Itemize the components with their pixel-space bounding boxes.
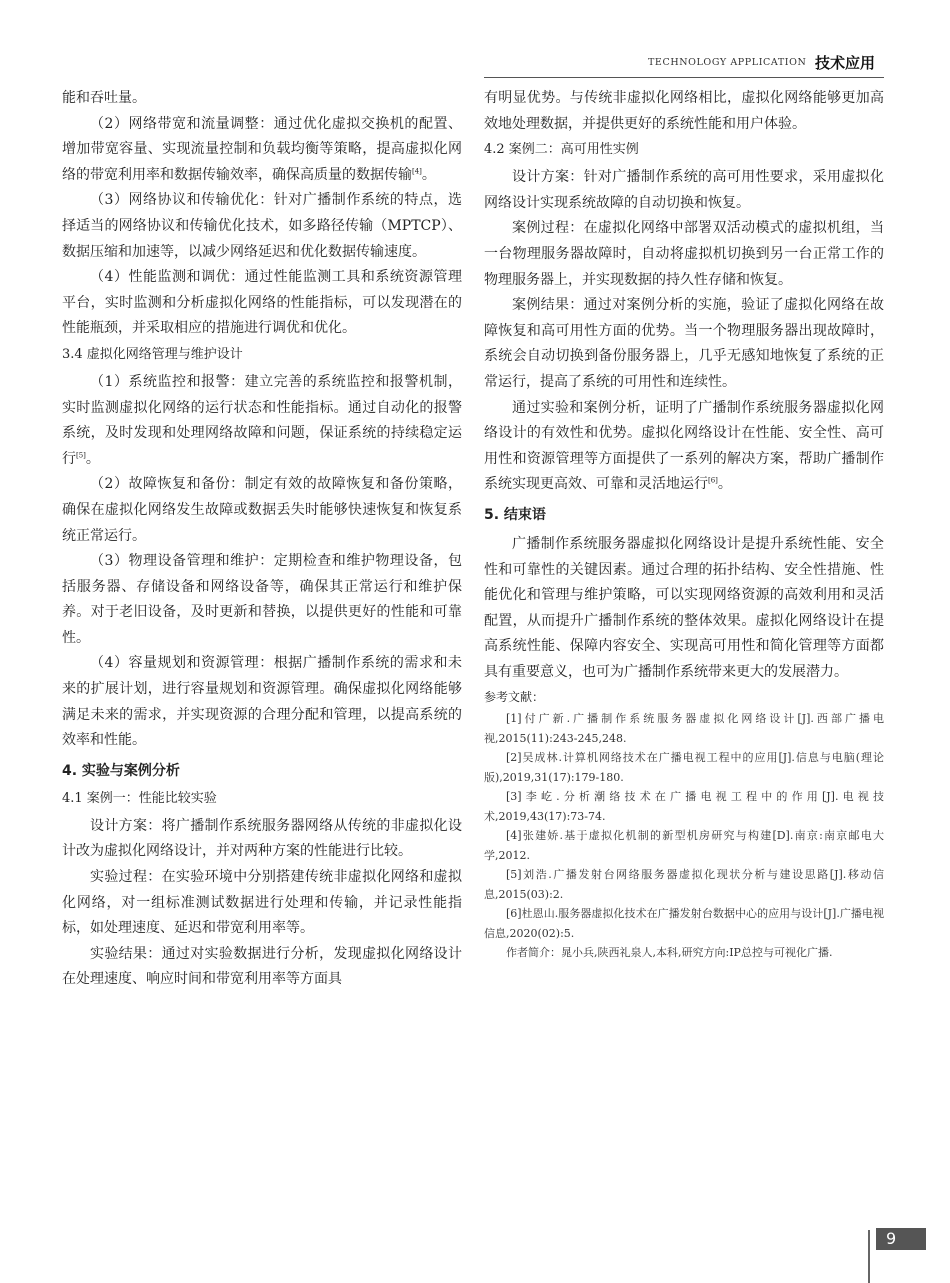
citation: [4] (412, 167, 422, 176)
paragraph-text: （2）网络带宽和流量调整：通过优化虚拟交换机的配置、增加带宽容量、实现流量控制和负载均衡等策略，提高虚拟化网络的带宽利用率和数据传输效率，确保高质量的数据传输 (62, 115, 462, 183)
page-number-rule (868, 1230, 870, 1283)
paragraph (62, 112, 462, 189)
paragraph: 设计方案：将广播制作系统服务器网络从传统的非虚拟化设计改为虚拟化网络设计，并对两种方案的性能进行比较。 (62, 817, 462, 860)
paragraph: 实验过程：在实验环境中分别搭建传统非虚拟化网络和虚拟化网络，对一组标准测试数据进行处理和传输，并记录性能指标，如处理速度、延迟和带宽利用率等。 (62, 869, 462, 937)
paragraph: （3）物理设备管理和维护：定期检查和维护物理设备，包括服务器、存储设备和网络设备等，确保其正常运行和维护保养。对于老旧设备，及时更新和替换，以提供更好的性能和可靠性。 (62, 553, 462, 646)
reference-item: [2]吴成林.计算机网络技术在广播电视工程中的应用[J].信息与电脑(理论版),2019,31(17):179-180. (484, 751, 884, 784)
paragraph: （4）性能监测和调优：通过性能监测工具和系统资源管理平台，实时监测和分析虚拟化网络的性能指标，可以发现潜在的性能瓶颈，并采取相应的措施进行调优和优化。 (62, 269, 462, 337)
section-heading: 5. 结束语 (484, 506, 546, 523)
paragraph: 案例过程：在虚拟化网络中部署双活动模式的虚拟机组，当一台物理服务器故障时，自动将虚拟机切换到另一台正常工作的物理服务器上，并实现数据的持久性存储和恢复。 (484, 220, 884, 288)
right-column (484, 86, 884, 963)
paragraph-end: 。 (717, 476, 732, 493)
paragraph: 实验结果：通过对实验数据进行分析，发现虚拟化网络设计在处理速度、响应时间和带宽利用率等方面具 (62, 945, 462, 988)
reference-item: [5]刘浩.广播发射台网络服务器虚拟化现状分析与建设思路[J].移动信息,2015(03):2. (484, 868, 884, 901)
reference-item: [6]杜恩山.服务器虚拟化技术在广播发射台数据中心的应用与设计[J].广播电视信息,2020(02):5. (484, 907, 884, 940)
page-number: 9 (876, 1228, 926, 1250)
paragraph: 案例结果：通过对案例分析的实施，验证了虚拟化网络在故障恢复和高可用性方面的优势。当一个物理服务器出现故障时，系统会自动切换到备份服务器上，几乎无感知地恢复了系统的正常运行，提高了系统的可用性和连续性。 (484, 297, 884, 390)
running-header-chinese: 技术应用 (815, 54, 876, 72)
reference-item: [1]付广新.广播制作系统服务器虚拟化网络设计[J].西部广播电视,2015(11):243-245,248. (484, 712, 884, 745)
subsection-heading: 4.2 案例二：高可用性实例 (484, 142, 639, 158)
reference-item: [3]李屹.分析潮络技术在广播电视工程中的作用[J].电视技术,2019,43(17):73-74. (484, 790, 884, 823)
paragraph: 设计方案：针对广播制作系统的高可用性要求，采用虚拟化网络设计实现系统故障的自动切换和恢复。 (484, 169, 884, 211)
left-column (62, 86, 462, 993)
paragraph: （4）容量规划和资源管理：根据广播制作系统的需求和未来的扩展计划，进行容量规划和资源管理。确保虚拟化网络能够满足未来的需求，并实现资源的合理分配和管理，以提高系统的效率和性能。 (62, 655, 462, 749)
subsection-heading: 3.4 虚拟化网络管理与维护设计 (62, 346, 243, 362)
references-heading: 参考文献： (484, 690, 545, 705)
paragraph-end: 。 (85, 450, 100, 467)
citation: [5] (76, 451, 86, 460)
author-bio: 作者简介：晁小兵,陕西礼泉人,本科,研究方向:IP总控与可视化广播. (506, 946, 833, 960)
citation: [6] (708, 476, 718, 485)
header-divider (484, 77, 884, 78)
paragraph: （2）故障恢复和备份：制定有效的故障恢复和备份策略，确保在虚拟化网络发生故障或数据丢失时能够快速恢复和恢复系统正常运行。 (62, 476, 462, 544)
reference-item: [4]张建娇.基于虚拟化机制的新型机房研究与构建[D].南京:南京邮电大学,2012. (484, 829, 884, 862)
paragraph: 有明显优势。与传统非虚拟化网络相比，虚拟化网络能够更加高效地处理数据，并提供更好的系统性能和用户体验。 (484, 90, 884, 132)
paragraph: 能和吞吐量。 (62, 90, 146, 106)
paragraph-text: （1）系统监控和报警：建立完善的系统监控和报警机制，实时监测虚拟化网络的运行状态和性能指标。通过自动化的报警系统，及时发现和处理网络故障和问题，保证系统的持续稳定运行 (62, 373, 462, 467)
paragraph-end: 。 (421, 166, 436, 183)
paragraph (62, 370, 462, 472)
paragraph: 广播制作系统服务器虚拟化网络设计是提升系统性能、安全性和可靠性的关键因素。通过合理的拓扑结构、安全性措施、性能优化和管理与维护策略，可以实现网络资源的高效利用和灵活配置，从而提升广播制作系统的整体效果。虚拟化网络设计在提高系统性能、保障内容安全、实现高可用性和简化管理等方面都具有重要意义，也可为广播制作系统带来更大的发展潜力。 (484, 535, 884, 680)
paragraph: （3）网络协议和传输优化：针对广播制作系统的特点，选择适当的网络协议和传输优化技术，如多路径传输（MPTCP）、数据压缩和加速等，以减少网络延迟和优化数据传输速度。 (62, 192, 462, 260)
section-heading: 4. 实验与案例分析 (62, 762, 180, 779)
running-header-english: TECHNOLOGY APPLICATION (648, 57, 807, 68)
subsection-heading: 4.1 案例一：性能比较实验 (62, 790, 217, 806)
paragraph (484, 396, 884, 498)
paragraph-text: 通过实验和案例分析，证明了广播制作系统服务器虚拟化网络设计的有效性和优势。虚拟化网络设计在性能、安全性、高可用性和资源管理等方面提供了一系列的解决方案，帮助广播制作系统实现更高效、可靠和灵活地运行 (484, 399, 884, 493)
